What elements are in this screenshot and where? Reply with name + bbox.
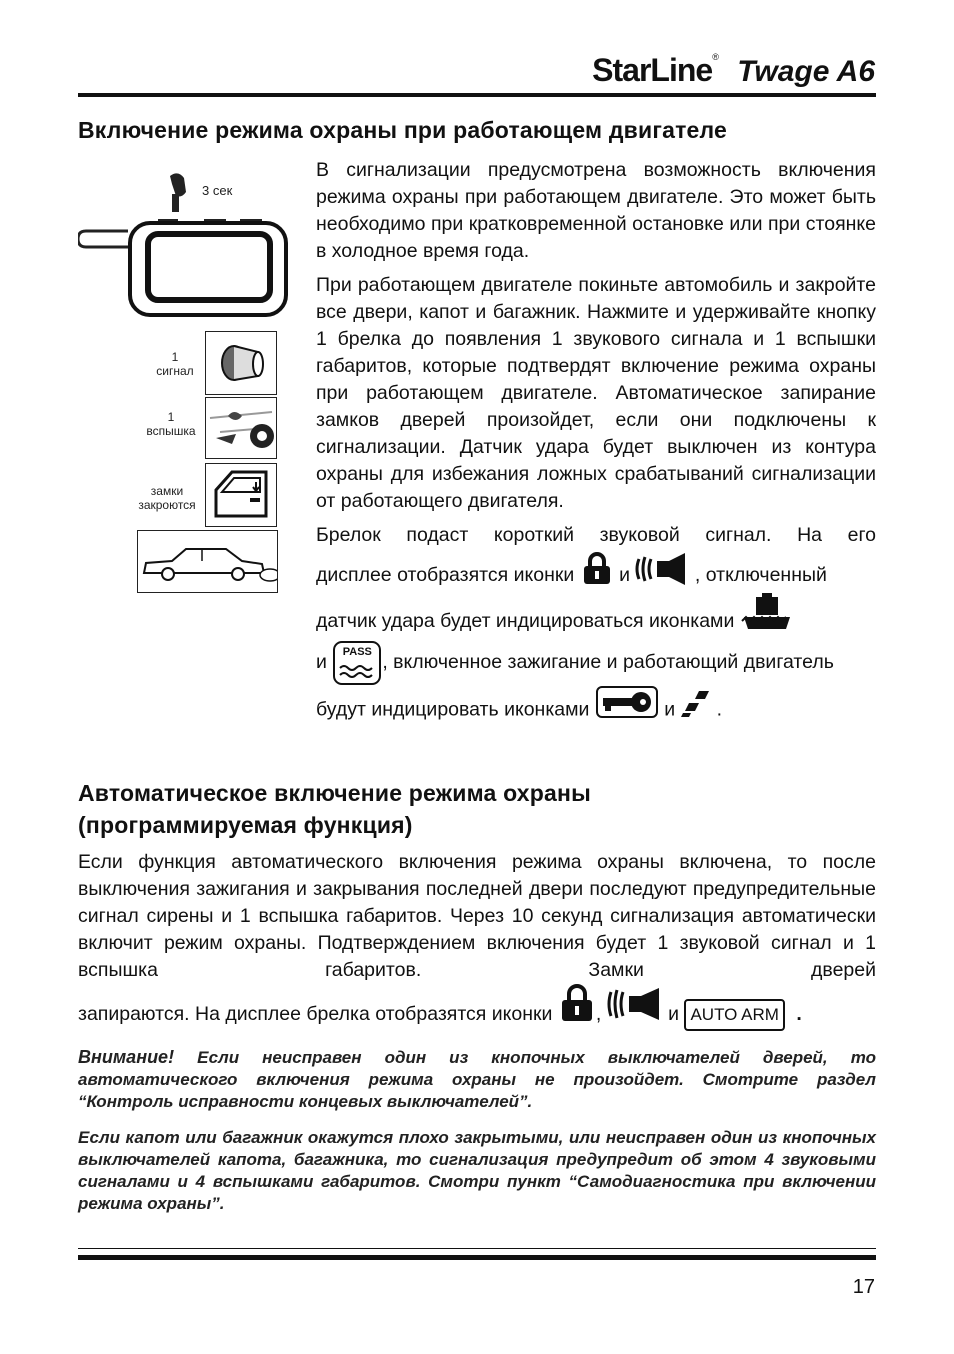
note-lead: Внимание! — [78, 1047, 175, 1067]
keyfob-icon — [78, 168, 288, 318]
section1-paragraph-1: В сигнализации предусмотрена возможность включения режима охраны при работающем двигателе. Это может быть необходимо при кратковременной остановке или при стоянке в холодное время года. — [316, 159, 876, 262]
section2-paragraph: Если функция автоматического включения режима охраны включена, то после выключения зажигания и закрывания последней двери последуют предупредительные сигнал сирены и 1 вспышка габаритов. Через 10 секунд сигнализация автоматически включит режим охраны. Подтверждением включения будет 1 звуковой сигнал и 1 вспышка габаритов. Замки дверей — [78, 851, 876, 981]
section1-paragraph-3-line1: Брелок подаст короткий звуковой сигнал. На его — [316, 524, 876, 546]
keyfob-illustration — [78, 168, 288, 318]
section1-body — [316, 157, 876, 731]
text-period: . — [716, 698, 723, 721]
locks-text-1: замки — [150, 484, 184, 498]
text-locks-display: запираются. На дисплее брелка отобразятся иконки — [78, 1003, 553, 1026]
signal-label — [146, 350, 204, 378]
text-comma: , — [595, 1003, 602, 1026]
section1-icon-line-2 — [316, 591, 876, 639]
note-text-2: Если капот или багажник окажутся плохо закрытыми, или неисправен один из кнопочных выключателей капота, багажника, то сигнализация предупредит об этом 4 звуковыми сигналами и 4 вспышками габаритов. Смотри пункт “Самодиагностика при включении режима охраны”. — [78, 1128, 876, 1213]
pass-icon-text: PASS — [342, 645, 372, 658]
note-attention — [78, 1046, 876, 1113]
section1-icon-line-3 — [316, 639, 876, 685]
auto-arm-badge: AUTO ARM — [684, 999, 784, 1031]
flash-label — [138, 410, 204, 438]
siren-icon — [206, 332, 276, 394]
registered-mark: ® — [712, 52, 719, 62]
section2-title-line1: Автоматическое включение режима охраны — [78, 780, 591, 806]
text-and-1: и — [619, 564, 631, 587]
door-box — [205, 463, 277, 527]
pass-icon — [332, 640, 382, 686]
footer-rule-thick — [78, 1255, 876, 1260]
flash-text: вспышка — [146, 424, 196, 438]
text-disabled: , отключенный — [694, 564, 827, 587]
section1-icon-line-1 — [316, 551, 876, 591]
press-time-label: 3 сек — [202, 183, 233, 198]
section2-icon-line — [78, 984, 876, 1040]
text-period-2: . — [796, 1003, 802, 1026]
note-text-1: Если неисправен один из кнопочных выключателей дверей, то автоматического включения режима охраны не произойдет. Смотрите раздел “Контроль исправности концевых выключателей”. — [78, 1048, 876, 1111]
model-name: Twage A6 — [737, 55, 875, 88]
signal-text: сигнал — [156, 364, 194, 378]
siren-display-icon-2 — [607, 984, 663, 1046]
brand-header — [592, 52, 875, 89]
headlight-flash-icon — [206, 398, 276, 458]
car-box — [137, 530, 278, 593]
locks-text-2: закроются — [138, 498, 196, 512]
locks-label — [130, 484, 204, 512]
note-hood-trunk — [78, 1127, 876, 1215]
siren-box — [205, 331, 277, 395]
section1-paragraph-2: При работающем двигателе покиньте автомобиль и закройте все двери, капот и багажник. Нажмите и удерживайте кнопку 1 брелка до появления 1 звукового сигнала и 1 вспышки габаритов, которые подтвердят включение режима охраны при работающем двигателе. Автоматическое запирание замков дверей произойдет, если они подключены к сигнализации. Датчик удара будет выключен из контура охраны для избежания ложных срабатываний сигнализации от работающего двигателя. — [316, 274, 876, 512]
signal-count: 1 — [171, 350, 179, 364]
text-and-4: и — [668, 1003, 680, 1026]
page-number: 17 — [852, 1276, 875, 1298]
text-display-icons: дисплее отобразятся иконки — [316, 564, 575, 587]
section-title-auto-arm — [78, 777, 878, 841]
text-shock-sensor: датчик удара будет индицироваться иконками — [316, 610, 735, 633]
section1-icon-line-4 — [316, 685, 876, 731]
header-rule — [78, 93, 876, 97]
key-icon — [595, 685, 659, 736]
text-and-2: и — [316, 651, 327, 673]
brand-logo: StarLine — [592, 52, 713, 88]
section-title-engine-running: Включение режима охраны при работающем двигателе — [78, 117, 728, 143]
text-indicated: будут индицировать иконками — [316, 698, 590, 721]
headlight-box — [205, 397, 277, 459]
section2-body — [78, 849, 876, 1040]
text-ignition: , включенное зажигание и работающий двигатель — [382, 651, 834, 673]
padlock-icon-2 — [558, 984, 596, 1046]
text-and-3: и — [664, 698, 676, 721]
car-door-icon — [206, 464, 276, 526]
section2-title-line2: (программируемая функция) — [78, 812, 413, 838]
exhaust-icon — [681, 687, 717, 734]
footer-rule-thin — [78, 1248, 876, 1249]
flash-count: 1 — [167, 410, 175, 424]
car-exhaust-icon — [138, 531, 277, 592]
